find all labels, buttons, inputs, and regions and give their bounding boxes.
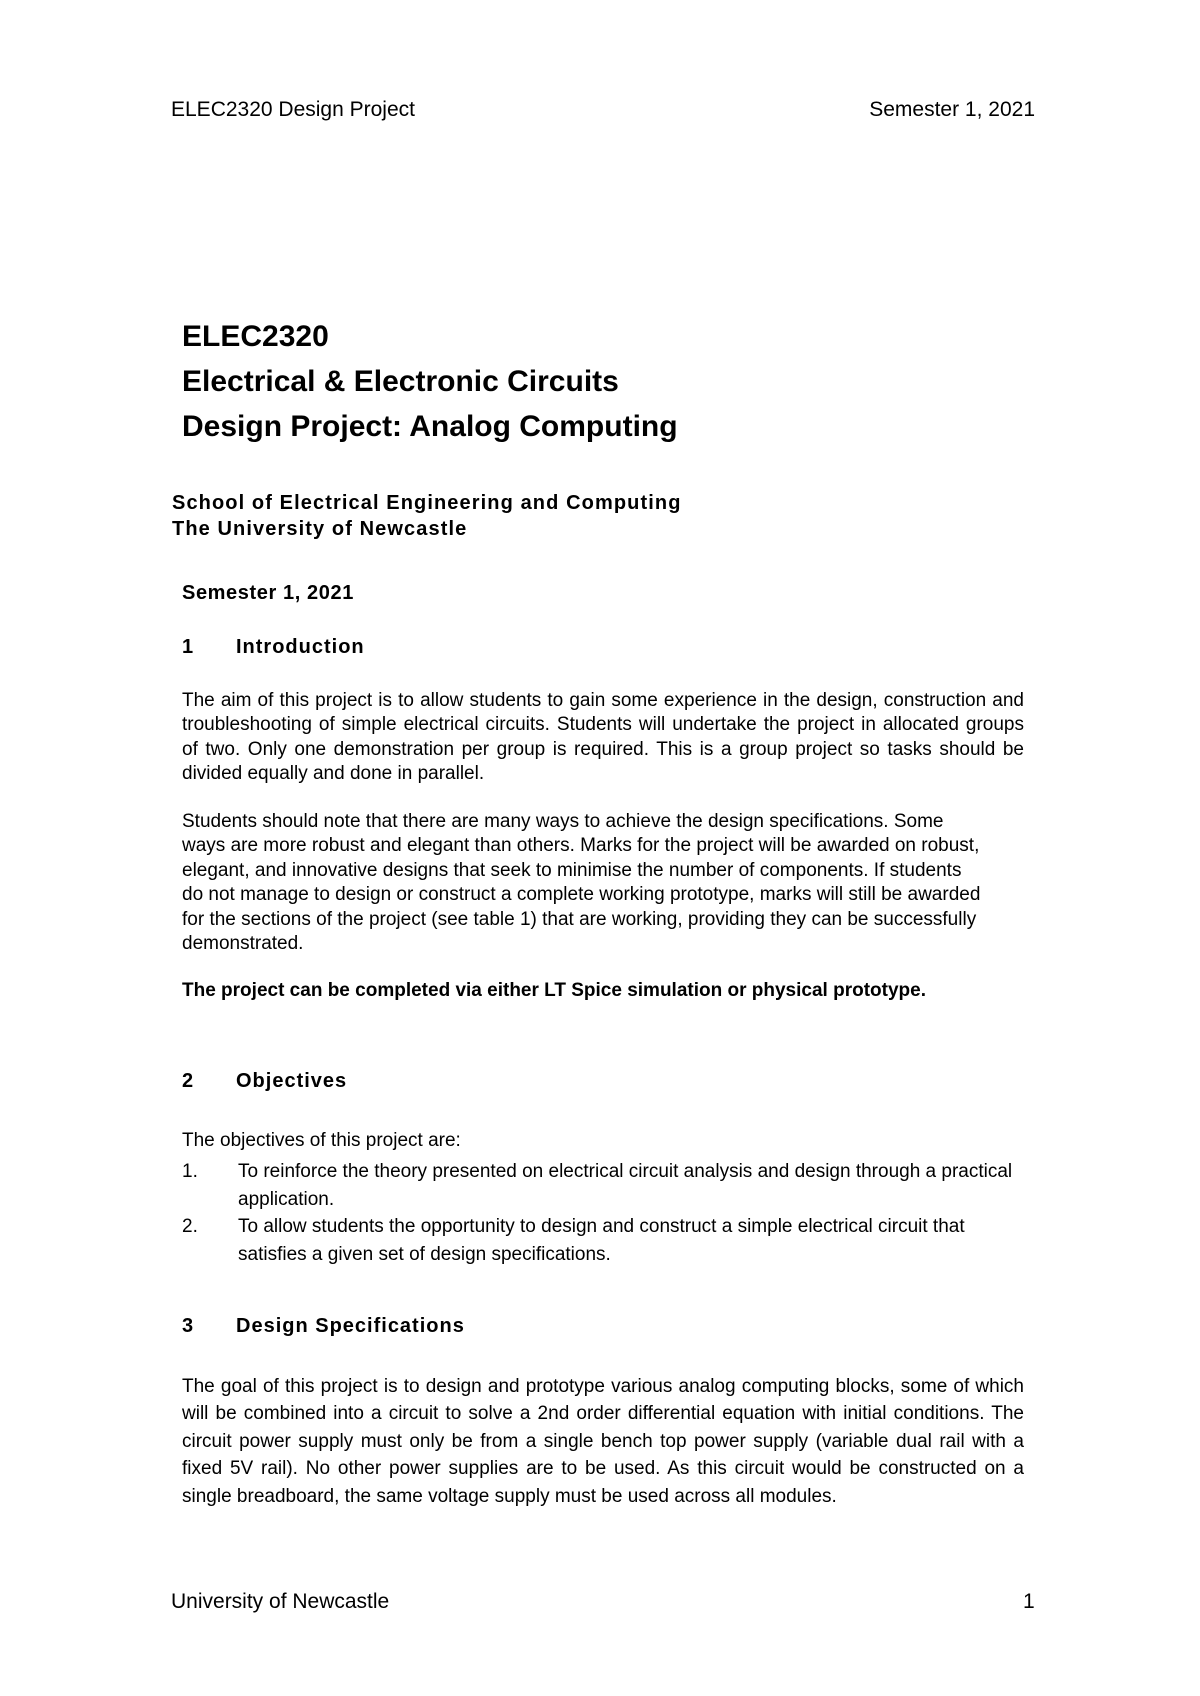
list-item: [182, 1213, 1038, 1268]
section-1-number: 1: [182, 636, 194, 658]
school-name: School of Electrical Engineering and Computing: [172, 492, 682, 514]
intro-paragraph-1: The aim of this project is to allow students to gain some experience in the design, construction and troubleshooting of simple electrical circuits. Students will undertake the project in allocated groups of two. Only one demonstration per group is required. This is a group project so tasks should be divided equally and done in parallel.: [182, 690, 1024, 785]
title-course-name: Electrical & Electronic Circuits: [182, 365, 619, 398]
title-course-code: ELEC2320: [182, 320, 329, 353]
header-course-title: ELEC2320 Design Project: [171, 98, 415, 121]
list-item-text: To allow students the opportunity to design and construct a simple electrical circuit that satisfies a given set of design specifications.: [238, 1216, 965, 1265]
section-3-number: 3: [182, 1315, 194, 1337]
school-block: [172, 490, 682, 542]
intro-paragraph-2: Students should note that there are many ways to achieve the design specifications. Some ways are more robust and elegant than others. Marks for the project will be awarded on robust, elegant, and innovative designs that seek to minimise the number of components. If students do not manage to design or construct a complete working prototype, marks will still be awarded for the sections of the project (see table 1) that are working, providing they can be successfully demonstrated.: [182, 811, 981, 955]
section-2-number: 2: [182, 1070, 194, 1092]
title-project-name: Design Project: Analog Computing: [182, 410, 678, 443]
semester-label: Semester 1, 2021: [182, 582, 354, 604]
intro-bold-note: The project can be completed via either LT Spice simulation or physical prototype.: [182, 980, 926, 1001]
design-paragraph-1: The goal of this project is to design and prototype various analog computing blocks, some of which will be combined into a circuit to solve a 2nd order differential equation with initial conditions. The circuit power supply must only be from a single bench top power supply (variable dual rail with a fixed 5V rail). No other power supplies are to be used. As this circuit would be constructed on a single breadboard, the same voltage supply must be used across all modules.: [182, 1376, 1024, 1507]
footer-university: University of Newcastle: [171, 1590, 390, 1613]
document-title: [182, 314, 678, 449]
list-item-number: 1.: [182, 1161, 198, 1182]
section-1-heading: Introduction: [236, 636, 365, 658]
section-2-heading: Objectives: [236, 1070, 348, 1092]
objectives-lead: The objectives of this project are:: [182, 1130, 461, 1151]
page-number: 1: [1023, 1590, 1035, 1613]
objectives-list: [182, 1158, 1042, 1268]
list-item-text: To reinforce the theory presented on electrical circuit analysis and design through a practical application.: [238, 1161, 1013, 1210]
list-item: [182, 1158, 1038, 1213]
section-3-heading: Design Specifications: [236, 1315, 465, 1337]
header-semester: Semester 1, 2021: [869, 98, 1035, 121]
list-item-number: 2.: [182, 1216, 198, 1237]
university-name: The University of Newcastle: [172, 518, 468, 540]
